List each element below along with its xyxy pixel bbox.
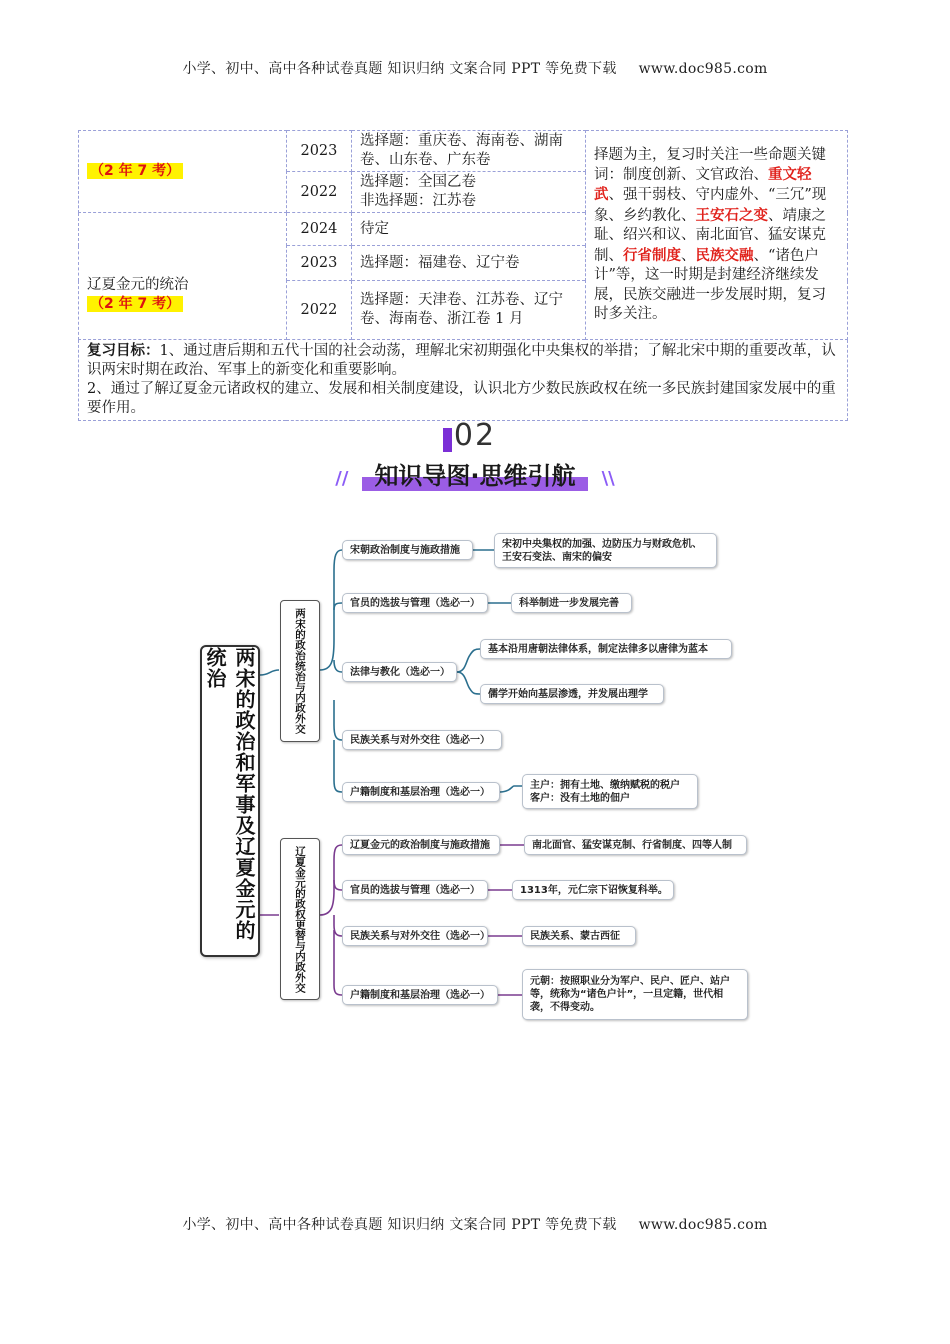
connector-b2-item1: [320, 845, 342, 915]
review-goals-cell: [79, 340, 848, 421]
detail-line: 主户：拥有土地、缴纳赋税的税户: [530, 779, 680, 791]
connector-b2-item2: [334, 880, 342, 890]
section-title: 知识导图·思维引航: [362, 454, 587, 491]
section-heading: [0, 454, 950, 491]
mindmap-branch-liao-xia-jin-yuan: 辽夏金元的政权更替与内政外交: [280, 838, 320, 1000]
page-header: [0, 58, 950, 78]
goal-2: 2、通过了解辽夏金元诸政权的建立、发展和相关制度建设，认识北方少数民族政权在统一多民族封建国家发展中的重要作用。: [87, 381, 836, 416]
mindmap-detail: 宋初中央集权的加强、边防压力与财政危机、王安石变法、南宋的偏安: [494, 533, 717, 568]
exam-cell: 选择题：重庆卷、海南卷、湖南卷、山东卷、广东卷: [352, 131, 586, 172]
connector-b2-item4: [334, 930, 342, 995]
decor-slash-left: //: [335, 468, 349, 489]
mindmap-root: 两宋的政治和军事及辽夏金元的统治: [200, 645, 260, 957]
mindmap-detail: 儒学开始向基层渗透，并发展出理学: [480, 684, 664, 704]
mindmap-node: 辽夏金元的政治制度与施政措施: [342, 835, 500, 855]
mindmap-node: 民族关系与对外交往（选必一）: [342, 730, 502, 750]
connector-b1-item3: [334, 660, 342, 672]
exam-cell: [352, 172, 586, 213]
mindmap-detail: 元朝：按照职业分为军户、民户、匠户、站户等，统称为“诸色户计”，一旦定籍，世代相袭，不得变动。: [522, 969, 748, 1020]
mindmap-node: 法律与教化（选必一）: [342, 662, 457, 682]
goal-1: 1、通过唐后期和五代十国的社会动荡，理解北宋初期强化中央集权的举措；了解北宋中期的重要改革，认识两宋时期在政治、军事上的新变化和重要影响。: [87, 343, 836, 378]
mindmap-node: 官员的选拔与管理（选必一）: [342, 880, 488, 900]
year-cell: 2023: [286, 246, 351, 281]
keyword-highlight: 行省制度: [622, 246, 681, 264]
connector-root-branch1: [260, 670, 279, 675]
year-cell: 2023: [286, 131, 351, 172]
exam-line: 选择题：全国乙卷: [360, 174, 477, 190]
mindmap-branch-song: 两宋的政治统治与内政外交: [280, 600, 320, 742]
keyword-highlight: 王安石之变: [695, 206, 768, 224]
topic-2-name: 辽夏金元的统治: [87, 277, 189, 293]
mindmap-detail: 科举制进一步发展完善: [511, 593, 632, 613]
section-number-bar: [443, 428, 452, 452]
mindmap-detail: 基本沿用唐朝法律体系，制定法律多以唐律为蓝本: [480, 639, 732, 659]
keyword-highlight: 民族交融: [695, 246, 754, 264]
advice-text: 、靖康之耻、绍兴和议、南北面官、猛安谋克制、: [593, 207, 826, 264]
mindmap-node: 户籍制度和基层治理（选必一）: [342, 782, 500, 802]
mindmap-node: 户籍制度和基层治理（选必一）: [342, 985, 498, 1005]
connector-b1-item2: [334, 603, 342, 610]
advice-text: 、: [680, 247, 696, 264]
exam-cell: 选择题：天津卷、江苏卷、辽宁卷、海南卷、浙江卷 1 月: [352, 281, 586, 340]
header-url[interactable]: www.doc985.com: [638, 61, 768, 77]
exam-statistics-table: [78, 130, 848, 421]
connector-b1-detail3a: [457, 649, 480, 672]
mindmap-node: 宋朝政治制度与施政措施: [342, 540, 473, 560]
advice-text: 择题为主，复习时关注一些命题关键词：制度创新、文官政治、: [593, 146, 826, 184]
advice-text: 、强干弱枝、守内虚外、“三冗”现象、乡约教化、: [593, 187, 827, 224]
topic-1-tag: （2 年 7 考）: [87, 163, 183, 179]
header-text: 小学、初中、高中各种试卷真题 知识归纳 文案合同 PPT 等免费下载: [182, 61, 617, 77]
year-cell: 2024: [286, 213, 351, 246]
mindmap-node: 官员的选拔与管理（选必一）: [342, 593, 488, 613]
topic-2-tag: （2 年 7 考）: [87, 296, 183, 312]
keyword-highlight: 重文轻武: [593, 166, 812, 204]
footer-text: 小学、初中、高中各种试卷真题 知识归纳 文案合同 PPT 等免费下载: [182, 1217, 617, 1233]
detail-line: 客户：没有土地的佃户: [530, 792, 630, 804]
section-number-text: 02: [453, 418, 497, 453]
topic-1-cell: [79, 131, 287, 213]
connector-b1-detail5: [500, 786, 522, 792]
connector-b1-detail3b: [457, 672, 480, 694]
footer-url[interactable]: www.doc985.com: [638, 1217, 768, 1233]
year-cell: 2022: [286, 281, 351, 340]
exam-cell: 选择题：福建卷、辽宁卷: [352, 246, 586, 281]
connector-b1-item1: [320, 550, 342, 670]
topic-2-cell: [79, 213, 287, 340]
connector-b1-item4: [334, 700, 342, 740]
advice-cell: [585, 131, 847, 340]
mindmap-detail: 民族关系、蒙古西征: [522, 926, 636, 946]
page-footer: [0, 1214, 950, 1234]
mindmap-detail: 1313年，元仁宗下诏恢复科举。: [512, 880, 674, 900]
mindmap-node: 民族关系与对外交往（选必一）: [342, 926, 488, 946]
exam-line: 非选择题：江苏卷: [360, 193, 477, 209]
decor-slash-right: \\: [601, 468, 615, 489]
connector-b1-item5: [334, 740, 342, 792]
year-cell: 2022: [286, 172, 351, 213]
mindmap-detail: [522, 774, 698, 809]
mindmap-detail: 南北面官、猛安谋克制、行省制度、四等人制: [524, 835, 747, 855]
connector-b2-item3: [334, 915, 342, 936]
goal-label: 复习目标：: [87, 343, 160, 359]
advice-text: 、“诸色户计”等，这一时期是封建经济继续发展，民族交融进一步发展时期，复习时多关注。: [593, 247, 826, 322]
section-number: [0, 418, 950, 453]
exam-cell: 待定: [352, 213, 586, 246]
